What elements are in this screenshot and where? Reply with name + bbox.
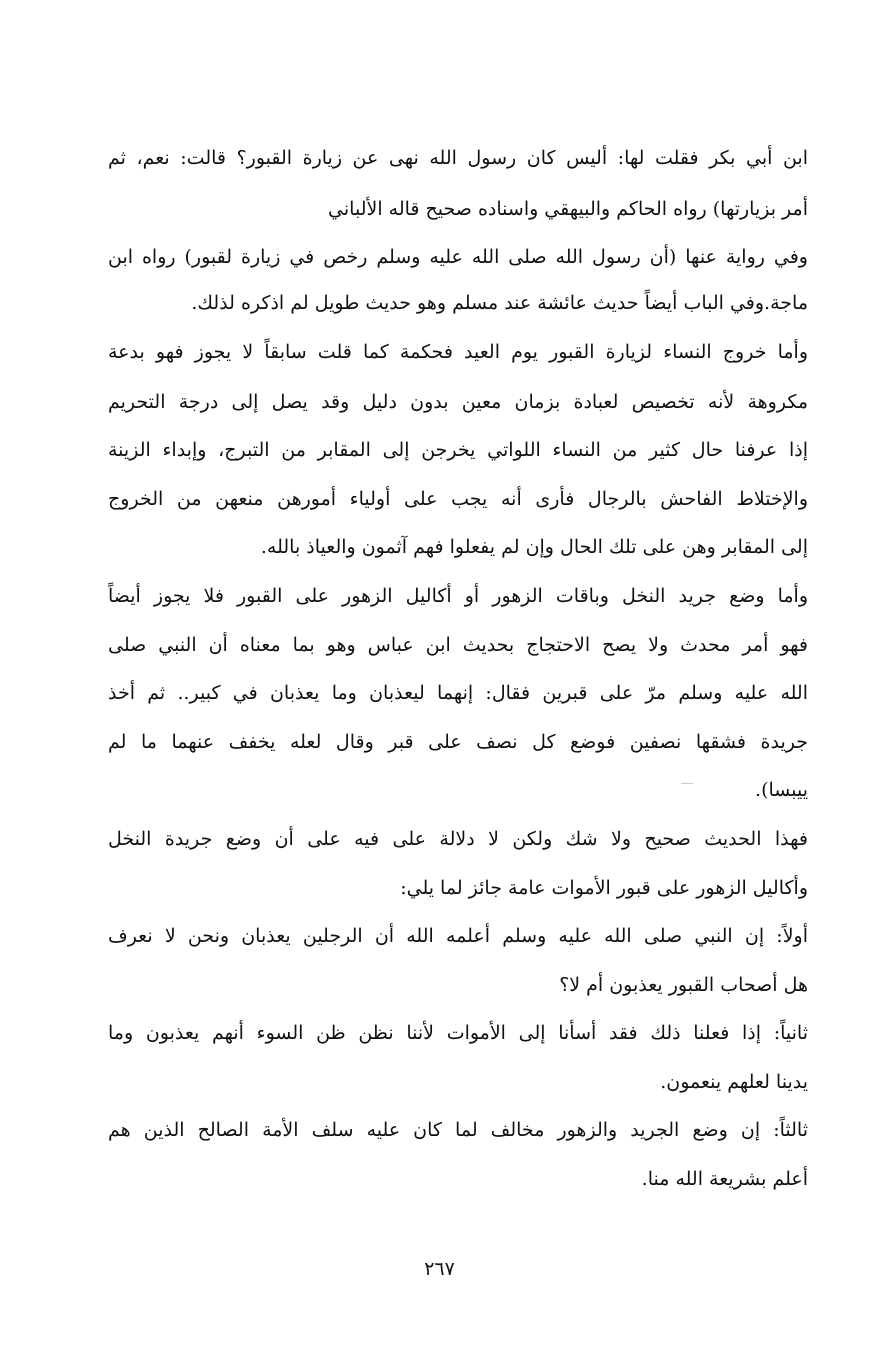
text-line: وفي رواية عنها (أن رسول الله صلى الله عليه وسلم رخص في زيارة لقبور) رواه ابن: [108, 246, 808, 268]
text-line: ماجة.وفي الباب أيضاً حديث عائشة عند مسلم وهو حديث طويل لم اذكره لذلك.: [191, 292, 808, 314]
text-line: ييبسا).: [755, 779, 808, 801]
text-line: إذا عرفنا حال كثير من النساء اللواتي يخرجن إلى المقابر من التبرج، وإبداء الزينة: [108, 439, 808, 461]
scan-mark: [681, 783, 693, 784]
page-number: ٢٦٧: [424, 1258, 455, 1280]
text-line: يدينا لعلهم ينعمون.: [660, 1071, 808, 1093]
text-line: وأما وضع جريد النخل وباقات الزهور أو أكاليل الزهور على القبور فلا يجوز أيضاً: [108, 585, 808, 607]
text-line: مكروهة لأنه تخصيص لعبادة بزمان معين بدون دليل وقد يصل إلى درجة التحريم: [108, 391, 808, 413]
text-line: الله عليه وسلم مرّ على قبرين فقال: إنهما ليعذبان وما يعذبان في كبير.. ثم أخذ: [108, 682, 808, 704]
text-line: أولاً: إن النبي صلى الله عليه وسلم أعلمه الله أن الرجلين يعذبان ونحن لا نعرف: [108, 925, 808, 947]
text-line: ثانياً: إذا فعلنا ذلك فقد أسأنا إلى الأموات لأننا نظن ظن السوء أنهم يعذبون وما: [108, 1022, 808, 1044]
text-line: فهذا الحديث صحيح ولا شك ولكن لا دلالة على فيه على أن وضع جريدة النخل: [108, 828, 808, 850]
text-line: أمر بزيارتها) رواه الحاكم والبيهقي واسناده صحيح قاله الألباني: [328, 198, 808, 220]
text-line: أعلم بشريعة الله منا.: [641, 1168, 808, 1190]
text-line: هل أصحاب القبور يعذبون أم لا؟: [559, 974, 808, 996]
text-line: وأكاليل الزهور على قبور الأموات عامة جائز لما يلي:: [400, 877, 808, 899]
text-line: ابن أبي بكر فقلت لها: أليس كان رسول الله نهى عن زيارة القبور؟ قالت: نعم، ثم: [108, 147, 808, 169]
text-line: وأما خروج النساء لزيارة القبور يوم العيد فحكمة كما قلت سابقاً لا يجوز فهو بدعة: [108, 341, 808, 363]
text-line: ثالثاً: إن وضع الجريد والزهور مخالف لما كان عليه سلف الأمة الصالح الذين هم: [108, 1119, 808, 1141]
text-line: إلى المقابر وهن على تلك الحال وإن لم يفعلوا فهم آثمون والعياذ بالله.: [260, 536, 808, 558]
text-line: والإختلاط الفاحش بالرجال فأرى أنه يجب على أولياء أمورهن منعهن من الخروج: [108, 488, 808, 510]
text-line: جريدة فشقها نصفين فوضع كل نصف على قبر وقال لعله يخفف عنهما ما لم: [108, 731, 808, 753]
text-line: فهو أمر محدث ولا يصح الاحتجاج بحديث ابن عباس وهو بما معناه أن النبي صلى: [108, 634, 808, 656]
